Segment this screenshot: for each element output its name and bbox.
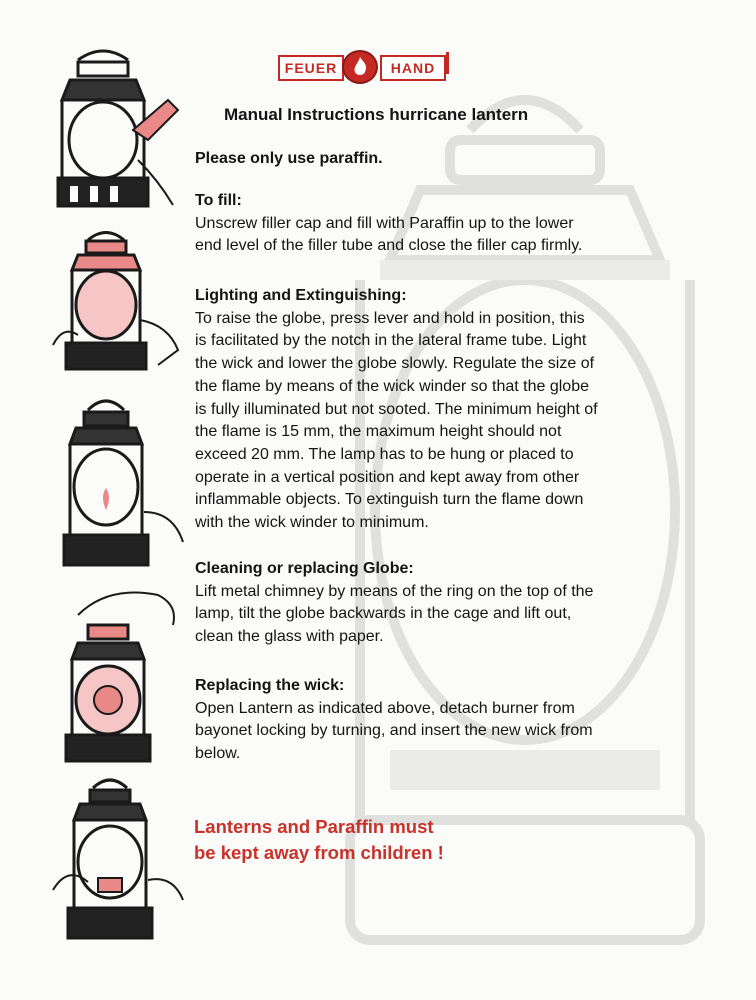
body-line: Open Lantern as indicated above, detach burner from: [195, 699, 575, 717]
brand-logo: [278, 50, 452, 84]
lighting-lantern-illustration: [48, 392, 188, 572]
warning-line: Lanterns and Paraffin must: [194, 816, 434, 837]
raising-globe-illustration: [48, 225, 188, 390]
body-line: is facilitated by the notch in the lateral frame tube. Light: [195, 332, 587, 350]
section-to-fill: [195, 190, 675, 258]
body-line: Unscrew filler cap and fill with Paraffin up to the lower: [195, 214, 574, 232]
intro-notice: Please only use paraffin.: [195, 150, 383, 167]
section-heading: Cleaning or replacing Globe:: [195, 560, 414, 577]
brand-name-left: FEUER: [278, 55, 344, 81]
section-replacing-wick: [195, 675, 675, 766]
body-line: bayonet locking by turning, and insert the new wick from: [195, 722, 593, 740]
section-heading: Replacing the wick:: [195, 677, 345, 694]
body-line: operate in a vertical position and kept away from other: [195, 468, 580, 486]
body-line: with the wick winder to minimum.: [195, 514, 429, 532]
body-line: clean the glass with paper.: [195, 628, 384, 646]
body-line: the wick and lower the globe slowly. Regulate the size of: [195, 355, 595, 373]
section-lighting-extinguishing: [195, 285, 675, 535]
body-line: exceed 20 mm. The lamp has to be hung or placed to: [195, 445, 574, 463]
section-cleaning-globe: [195, 558, 675, 649]
filling-lantern-illustration: [48, 40, 188, 212]
replacing-wick-illustration: [48, 770, 188, 950]
warning-line: be kept away from children !: [194, 842, 444, 863]
body-line: the flame is 15 mm, the maximum height should not: [195, 423, 562, 441]
child-safety-warning: [194, 814, 444, 866]
body-line: below.: [195, 745, 241, 763]
brand-emblem-icon: [342, 50, 378, 84]
document-title: Manual Instructions hurricane lantern: [224, 105, 529, 124]
body-line: To raise the globe, press lever and hold in position, this: [195, 309, 585, 327]
section-heading: Lighting and Extinguishing:: [195, 287, 407, 304]
body-line: lamp, tilt the globe backwards in the cage and lift out,: [195, 605, 572, 623]
body-line: Lift metal chimney by means of the ring on the top of the: [195, 582, 594, 600]
body-line: the flame by means of the wick winder so that the globe: [195, 377, 589, 395]
brand-name-right: HAND: [380, 55, 446, 81]
body-line: is fully illuminated but not sooted. The minimum height of: [195, 400, 598, 418]
body-line: inflammable objects. To extinguish turn the flame down: [195, 491, 584, 509]
section-heading: To fill:: [195, 192, 242, 209]
replacing-globe-illustration: [48, 585, 188, 765]
brand-logo-bar: [446, 52, 449, 74]
body-line: end level of the filler tube and close the filler cap firmly.: [195, 237, 583, 255]
